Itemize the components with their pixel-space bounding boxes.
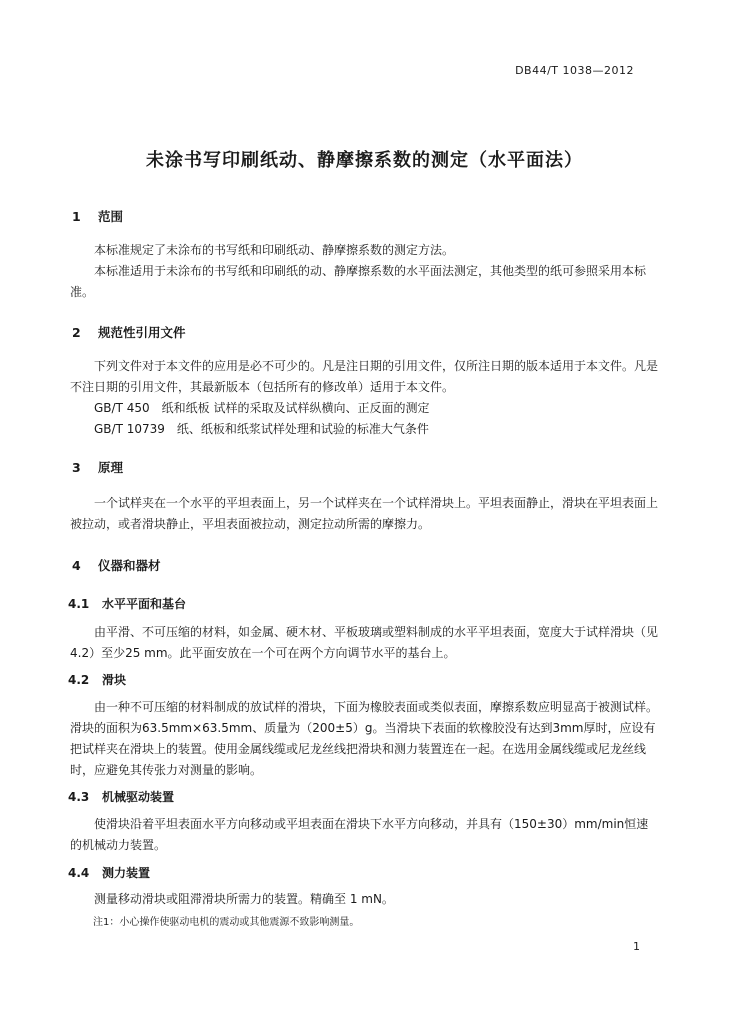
subsection-title: 滑块 — [102, 673, 127, 687]
page-number: 1 — [633, 940, 640, 953]
subsection-4-4-heading — [68, 864, 150, 881]
section-title: 原理 — [98, 460, 124, 475]
subsection-title: 机械驱动装置 — [102, 790, 175, 804]
section-number: 4 — [72, 558, 81, 573]
subsection-4-1-heading — [68, 595, 186, 612]
section-number: 1 — [72, 209, 81, 224]
subsection-4-4-paragraph: 测量移动滑块或阻滞滑块所需力的装置。精确至 1 mN。 — [94, 892, 394, 906]
section-title: 仪器和器材 — [98, 558, 161, 573]
subsection-4-3-paragraph: 使滑块沿着平坦表面水平方向移动或平坦表面在滑块下水平方向移动，并具有（150±30）mm/min恒速的机械动力装置。 — [70, 817, 649, 852]
page-title: 未涂书写印刷纸动、静摩擦系数的测定（水平面法） — [146, 150, 583, 171]
reference-gbt-10739: GB/T 10739 纸、纸板和纸浆试样处理和试验的标准大气条件 — [94, 422, 429, 436]
subsection-number: 4.1 — [68, 597, 90, 611]
subsection-title: 测力装置 — [102, 866, 151, 880]
subsection-4-2-paragraph: 由一种不可压缩的材料制成的放试样的滑块，下面为橡胶表面或类似表面，摩擦系数应明显高于被测试样。滑块的面积为63.5mm×63.5mm、质量为（200±5）g。当滑块下表面的软橡胶没有达到3mm厚时，应设有把试样夹在滑块上的装置。使用金属线缆或尼龙丝线把滑块和测力装置连在一起。在选用金属线缆或尼龙丝线时，应避免其传张力对测量的影响。 — [70, 700, 659, 777]
section-number: 3 — [72, 460, 81, 475]
reference-gbt-450: GB/T 450 纸和纸板 试样的采取及试样纵横向、正反面的测定 — [94, 401, 430, 415]
section-4-heading — [72, 556, 161, 574]
section-1-paragraph-2: 本标准适用于未涂布的书写纸和印刷纸的动、静摩擦系数的水平面法测定，其他类型的纸可参照采用本标准。 — [70, 264, 647, 299]
section-3-heading — [72, 458, 123, 476]
subsection-title: 水平平面和基台 — [102, 597, 187, 611]
section-3-paragraph-1: 一个试样夹在一个水平的平坦表面上，另一个试样夹在一个试样滑块上。平坦表面静止，滑块在平坦表面上被拉动，或者滑块静止，平坦表面被拉动，测定拉动所需的摩擦力。 — [70, 496, 659, 531]
section-2-heading — [72, 323, 186, 341]
subsection-4-2-heading — [68, 671, 126, 688]
section-title: 规范性引用文件 — [98, 325, 186, 340]
subsection-number: 4.4 — [68, 866, 90, 880]
section-1-heading — [72, 207, 123, 225]
section-1-paragraph-1: 本标准规定了未涂布的书写纸和印刷纸动、静摩擦系数的测定方法。 — [94, 243, 455, 257]
section-number: 2 — [72, 325, 81, 340]
subsection-4-1-paragraph: 由平滑、不可压缩的材料，如金属、硬木材、平板玻璃或塑料制成的水平平坦表面，宽度大于试样滑块（见4.2）至少25 mm。此平面安放在一个可在两个方向调节水平的基台上。 — [70, 625, 659, 660]
subsection-number: 4.3 — [68, 790, 90, 804]
subsection-4-3-heading — [68, 788, 174, 805]
section-title: 范围 — [98, 209, 124, 224]
note-1: 注1：小心操作使驱动电机的震动或其他震源不致影响测量。 — [93, 917, 360, 928]
standard-code: DB44/T 1038—2012 — [515, 64, 634, 77]
subsection-number: 4.2 — [68, 673, 90, 687]
section-2-paragraph-1: 下列文件对于本文件的应用是必不可少的。凡是注日期的引用文件，仅所注日期的版本适用于本文件。凡是不注日期的引用文件，其最新版本（包括所有的修改单）适用于本文件。 — [70, 359, 659, 394]
